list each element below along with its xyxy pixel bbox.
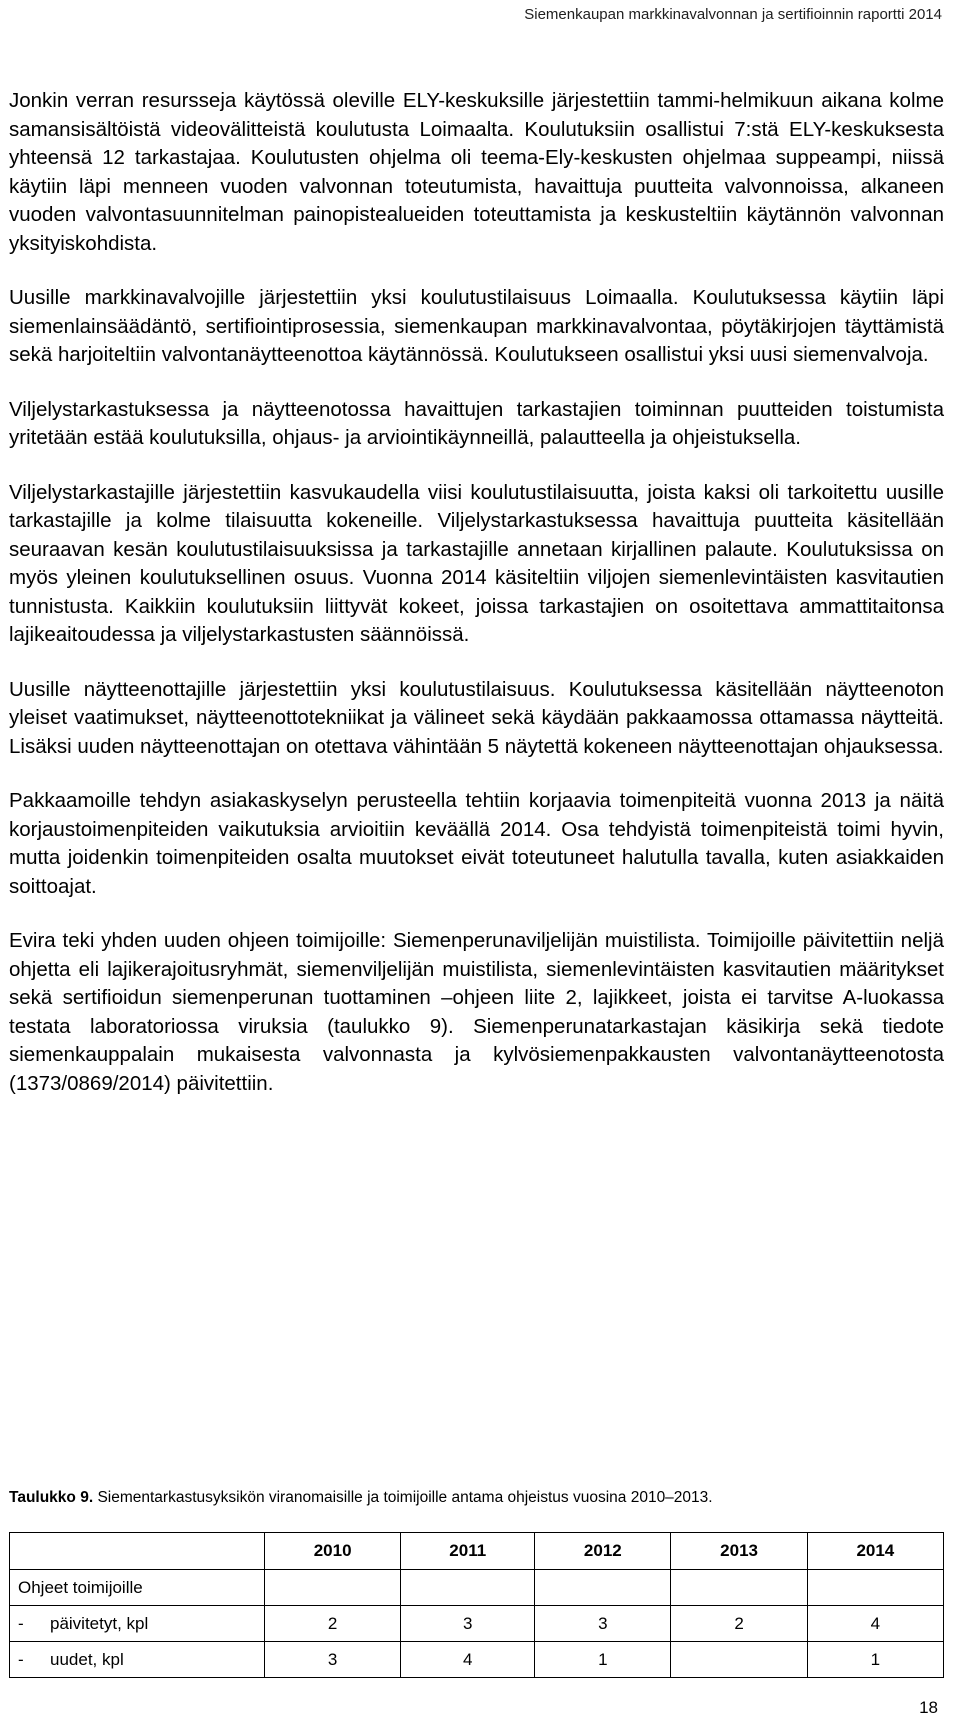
table-cell	[671, 1642, 807, 1678]
year-header: 2014	[807, 1533, 943, 1570]
group-label-cell: Ohjeet toimijoille	[10, 1570, 265, 1606]
table-cell	[265, 1570, 401, 1606]
table-cell	[535, 1570, 671, 1606]
paragraph-7: Evira teki yhden uuden ohjeen toimijoille: Siemenperunaviljelijän muistilista. Toimijoille päivitettiin neljä ohjetta eli lajikerajoitusryhmät, siemenviljelijän muistilista, siemenlevintäisten kasvitautien määritykset sekä sertifioidun siemenperunan tuottaminen –ohjeen liite 2, lajikkeet, joista ei tarvitse A-luokassa testata laboratoriossa viruksia (taulukko 9). Siemenperunatarkastajan käsikirja sekä tiedote siemenkauppalain mukaisesta valvonnasta ja kylvösiemenpakkausten valvontanäytteenotosta (1373/0869/2014) päivitettiin.	[9, 929, 944, 1095]
table-caption-label: Taulukko 9.	[9, 1489, 94, 1506]
paragraph-2: Uusille markkinavalvojille järjestettiin yksi koulutustilaisuus Loimaalla. Koulutuksessa käytiin läpi siemenlainsäädäntö, sertifiointiprosessia, siemenkaupan markkinavalvontaa, pöytäkirjojen täyttämistä sekä harjoiteltiin valvontanäytteenottoa käytännössä. Koulutukseen osallistui yksi uusi siemenvalvoja.	[9, 286, 944, 366]
page-number: 18	[919, 1698, 938, 1717]
table-cell	[807, 1570, 943, 1606]
row-dash: -	[18, 1649, 24, 1669]
row-label: uudet, kpl	[50, 1649, 124, 1669]
table-cell: 1	[807, 1642, 943, 1678]
year-header: 2011	[401, 1533, 535, 1570]
guidance-table	[9, 1532, 944, 1678]
table-cell: 4	[401, 1642, 535, 1678]
paragraph-3: Viljelystarkastuksessa ja näytteenotossa havaittujen tarkastajien toiminnan puutteiden toistumista yritetään estää koulutuksilla, ohjaus- ja arviointikäynneillä, palautteella ja ohjeistuksella.	[9, 397, 944, 449]
table-cell: 2	[265, 1606, 401, 1642]
row-label-cell	[10, 1606, 265, 1642]
body-text	[9, 87, 944, 1124]
row-dash: -	[18, 1613, 24, 1633]
table-cell: 2	[671, 1606, 807, 1642]
table-group-row	[10, 1570, 944, 1606]
paragraph-6: Pakkaamoille tehdyn asiakaskyselyn perusteella tehtiin korjaavia toimenpiteitä vuonna 2013 ja näitä korjaustoimenpiteiden vaikutuksia arvioitiin keväällä 2014. Osa tehdyistä toimenpiteistä toimi hyvin, mutta joidenkin toimenpiteiden osalta muutokset eivät toteutuneet halutulla tavalla, kuten asiakkaiden soittoajat.	[9, 789, 944, 898]
table-cell: 1	[535, 1642, 671, 1678]
row-label-cell	[10, 1642, 265, 1678]
table-cell	[401, 1570, 535, 1606]
table-cell: 3	[265, 1642, 401, 1678]
year-header: 2010	[265, 1533, 401, 1570]
running-header: Siemenkaupan markkinavalvonnan ja sertifioinnin raportti 2014	[524, 6, 942, 23]
table-header-row	[10, 1533, 944, 1570]
table-row	[10, 1606, 944, 1642]
row-label: päivitetyt, kpl	[50, 1613, 149, 1633]
table-cell	[671, 1570, 807, 1606]
table-cell: 3	[401, 1606, 535, 1642]
table-cell: 4	[807, 1606, 943, 1642]
paragraph-4: Viljelystarkastajille järjestettiin kasvukaudella viisi koulutustilaisuutta, joista kaksi oli tarkoitettu uusille tarkastajille ja kolme tilaisuutta kokeneille. Viljelystarkastuksessa havaittuja puutteita käsitellään seuraavan kesän koulutustilaisuuksissa ja tarkastajille annetaan kirjallinen palaute. Koulutuksissa on myös yleinen koulutuksellinen osuus. Vuonna 2014 käsiteltiin viljojen siemenlevintäisten kasvitautien tunnistusta. Kaikkiin koulutuksiin liittyvät kokeet, joissa tarkastajien on osoitettava ammattitaitonsa lajikeaitoudessa ja viljelystarkastusten säännöissä.	[9, 480, 944, 646]
year-header: 2013	[671, 1533, 807, 1570]
paragraph-1: Jonkin verran resursseja käytössä oleville ELY-keskuksille järjestettiin tammi-helmikuun aikana kolme samansisältöistä videovälitteistä koulutusta Loimaalta. Koulutuksiin osallistui 7:stä ELY-keskuksesta yhteensä 12 tarkastajaa. Koulutusten ohjelma oli teema-Ely-keskusten ohjelmaa suppeampi, niissä käytiin läpi menneen vuoden valvonnan toteutumista, havaittuja puutteita valvonnoissa, alkaneen vuoden valvontasuunnitelman painopistealueiden toteuttamista ja keskusteltiin käytännön valvonnan yksityiskohdista.	[9, 89, 944, 255]
year-header: 2012	[535, 1533, 671, 1570]
table-cell: 3	[535, 1606, 671, 1642]
table-caption	[9, 1489, 944, 1507]
table-corner-cell	[10, 1533, 265, 1570]
table-caption-text: Siementarkastusyksikön viranomaisille ja toimijoille antama ohjeistus vuosina 2010–2013.	[97, 1489, 713, 1506]
paragraph-5: Uusille näytteenottajille järjestettiin yksi koulutustilaisuus. Koulutuksessa käsitellään näytteenoton yleiset vaatimukset, näytteenottotekniikat ja välineet sekä käydään pakkaamossa ottamassa näytteitä. Lisäksi uuden näytteenottajan on otettava vähintään 5 näytettä kokeneen näytteenottajan ohjauksessa.	[9, 677, 944, 758]
table-row	[10, 1642, 944, 1678]
